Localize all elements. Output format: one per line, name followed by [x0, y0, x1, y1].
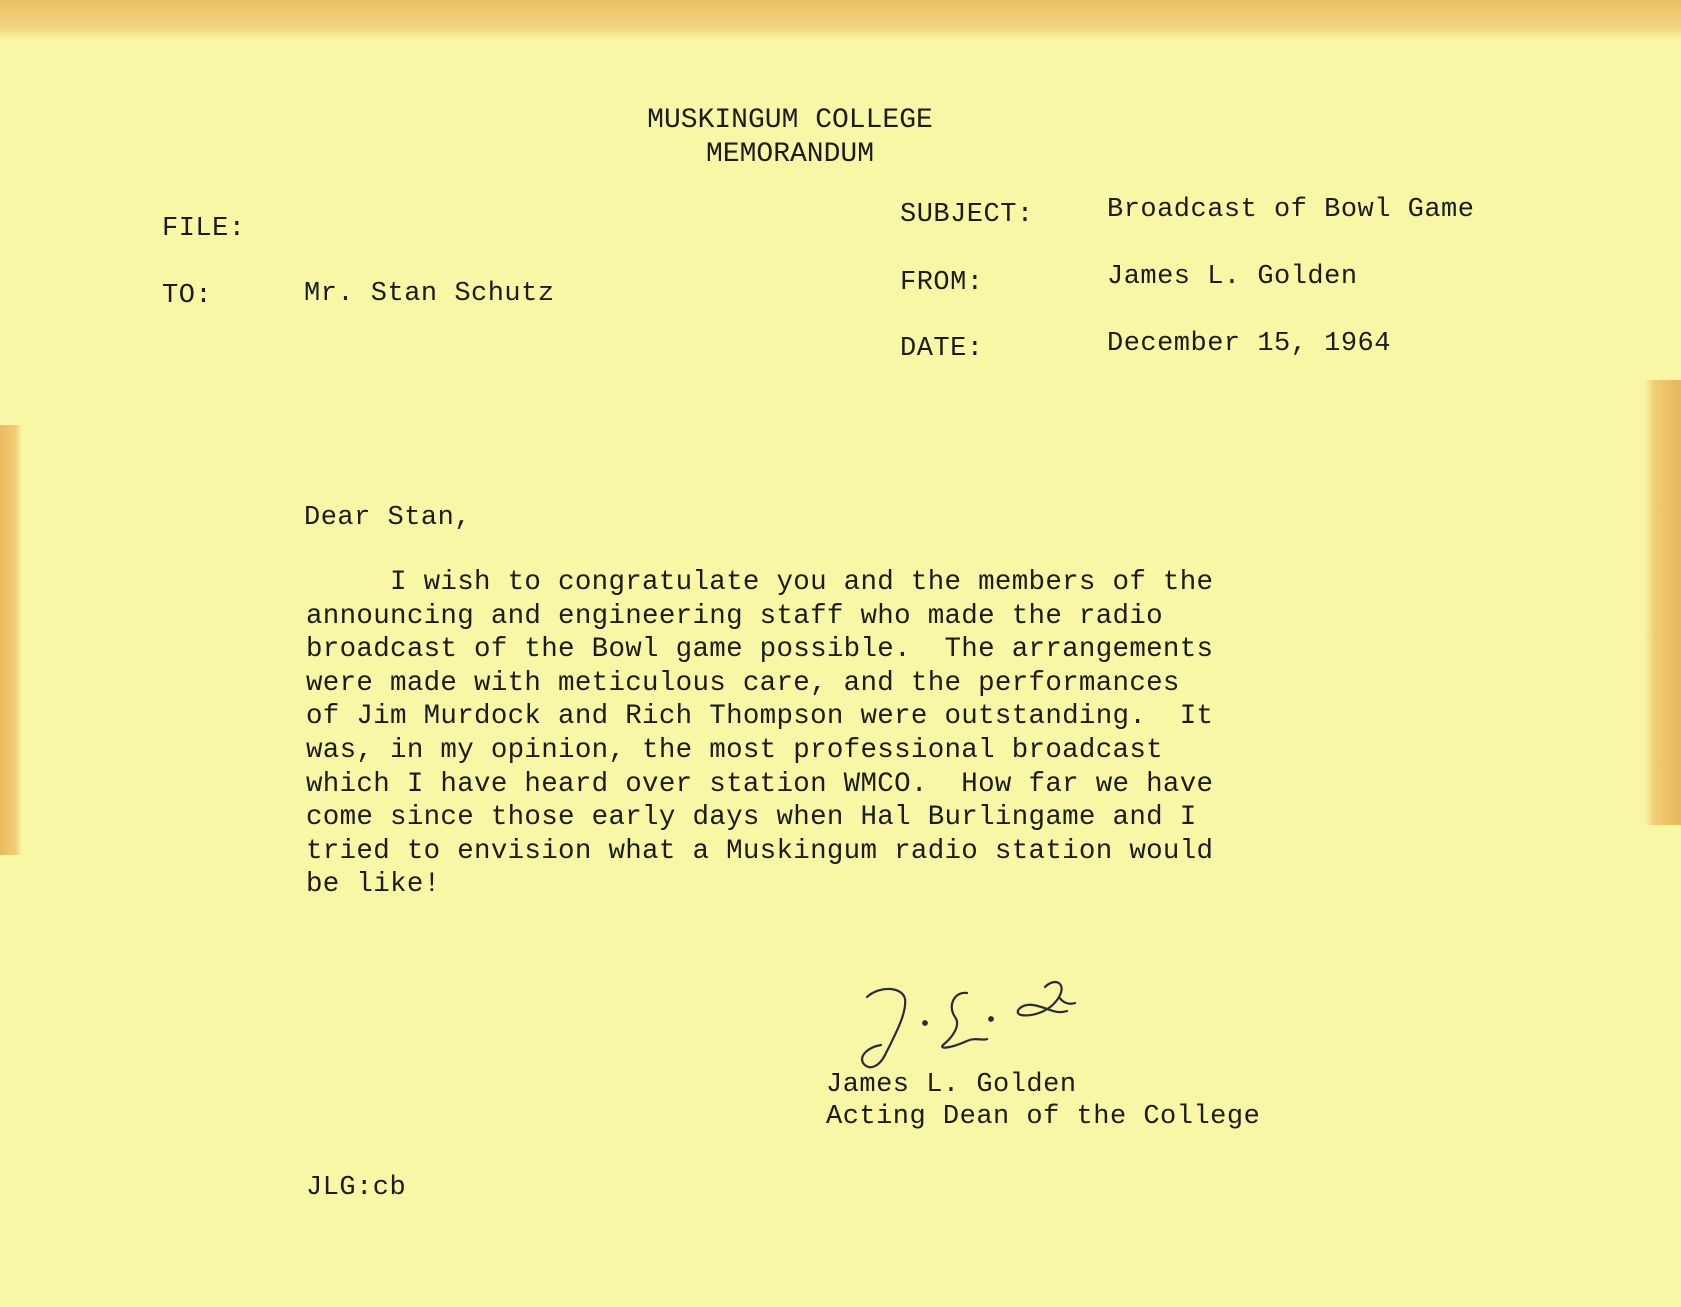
tape-strip-left — [0, 425, 22, 855]
from-value: James L. Golden — [1107, 262, 1358, 292]
subject-value: Broadcast of Bowl Game — [1107, 195, 1475, 225]
file-label: FILE: — [162, 214, 246, 244]
to-label: TO: — [162, 281, 213, 311]
tape-strip-right — [1644, 380, 1681, 825]
date-value: December 15, 1964 — [1107, 329, 1391, 359]
document-type: MEMORANDUM — [705, 139, 875, 170]
handwritten-signature — [855, 975, 1115, 1075]
memo-header — [560, 104, 1020, 172]
signer-title: Acting Dean of the College — [826, 1102, 1261, 1132]
signer-name: James L. Golden — [826, 1070, 1077, 1100]
tape-strip-top — [0, 0, 1681, 40]
date-label: DATE: — [900, 334, 984, 364]
letter-body: I wish to congratulate you and the members of the announcing and engineering staff who made the radio broadcast of the Bowl game possible. The arrangements were made with meticulous care, and the performances of Jim Murdock and Rich Thompson were outstanding. It was, in my opinion, the most professional broadcast which I have heard over station WMCO. How far we have come since those early days when Hal Burlingame and I tried to envision what a Muskingum radio station would be like! — [306, 567, 1214, 901]
salutation: Dear Stan, — [304, 503, 472, 533]
reference-initials: JLG:cb — [306, 1173, 407, 1203]
subject-label: SUBJECT: — [900, 200, 1034, 230]
to-value: Mr. Stan Schutz — [304, 279, 555, 309]
institution-name: MUSKINGUM COLLEGE — [647, 105, 933, 136]
from-label: FROM: — [900, 268, 984, 298]
